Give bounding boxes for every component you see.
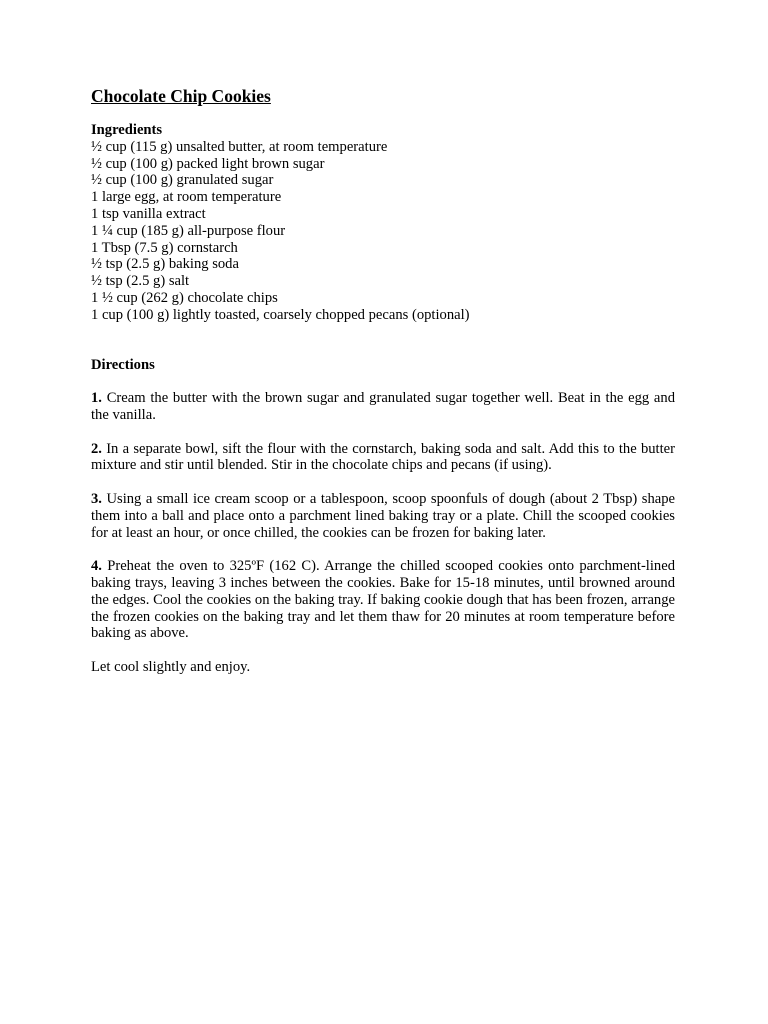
ingredient-item: ½ tsp (2.5 g) salt xyxy=(91,273,190,290)
ingredient-item: ½ cup (100 g) granulated sugar xyxy=(91,172,274,189)
direction-step xyxy=(91,390,675,424)
step-number: 3. xyxy=(91,490,102,507)
directions-heading: Directions xyxy=(91,356,155,373)
recipe-title: Chocolate Chip Cookies xyxy=(91,86,271,106)
ingredient-item: 1 Tbsp (7.5 g) cornstarch xyxy=(91,239,238,256)
ingredient-item: ½ cup (100 g) packed light brown sugar xyxy=(91,155,325,172)
direction-step xyxy=(91,441,675,475)
ingredient-item: 1 large egg, at room temperature xyxy=(91,189,282,206)
step-number: 4. xyxy=(91,558,102,575)
step-text: Preheat the oven to 325ºF (162 C). Arrange the chilled scooped cookies onto parchment-lined baking trays, leaving 3 inches between the cookies. Bake for 15-18 minutes, until browned around the edges. Cool the cookies on the baking tray. If baking cookie dough that has been frozen, arrange the frozen cookies on the baking tray and let them thaw for 20 minutes at room temperature before baking as above. xyxy=(91,558,675,642)
ingredient-item: ½ tsp (2.5 g) baking soda xyxy=(91,256,239,273)
step-text: In a separate bowl, sift the flour with the cornstarch, baking soda and salt. Add this to the butter mixture and stir until blended. Stir in the chocolate chips and pecans (if using). xyxy=(91,440,675,474)
direction-step xyxy=(91,491,675,541)
ingredient-item: 1 cup (100 g) lightly toasted, coarsely chopped pecans (optional) xyxy=(91,306,470,323)
step-text: Using a small ice cream scoop or a tablespoon, scoop spoonfuls of dough (about 2 Tbsp) shape them into a ball and place onto a parchment lined baking tray or a plate. Chill the scooped cookies for at least an hour, or once chilled, the cookies can be frozen for baking later. xyxy=(91,490,675,541)
direction-step xyxy=(91,558,675,642)
ingredient-item: 1 ½ cup (262 g) chocolate chips xyxy=(91,289,278,306)
step-text: Cream the butter with the brown sugar and granulated sugar together well. Beat in the egg and the vanilla. xyxy=(91,390,675,423)
ingredients-heading: Ingredients xyxy=(91,122,163,138)
step-number: 2. xyxy=(91,440,102,457)
closing-line: Let cool slightly and enjoy. xyxy=(91,658,251,675)
ingredient-list xyxy=(91,139,675,324)
step-number: 1. xyxy=(91,390,102,407)
recipe-page xyxy=(91,86,675,676)
ingredient-item: 1 tsp vanilla extract xyxy=(91,205,206,222)
ingredient-item: 1 ¼ cup (185 g) all-purpose flour xyxy=(91,222,286,239)
ingredient-item: ½ cup (115 g) unsalted butter, at room temperature xyxy=(91,138,388,155)
